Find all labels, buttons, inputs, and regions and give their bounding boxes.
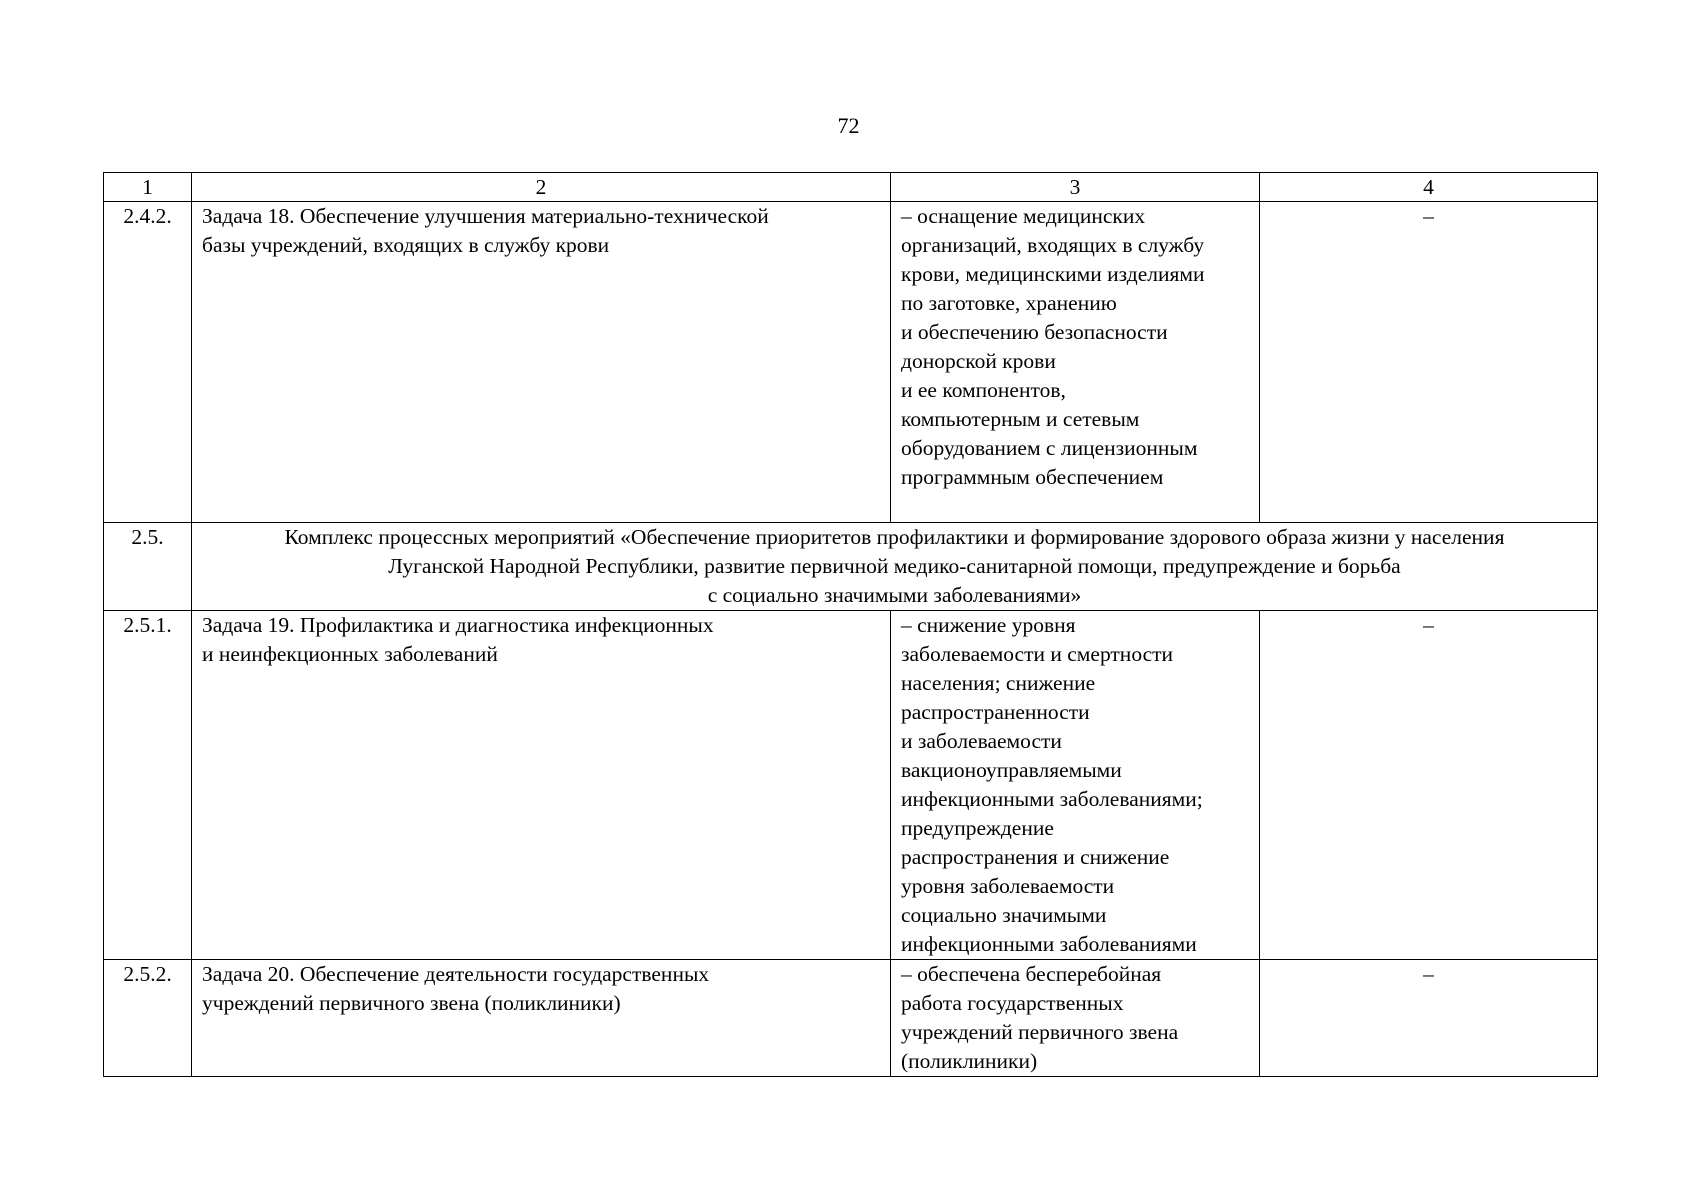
result-line: организаций, входящих в службу [901, 233, 1205, 257]
task-line: Задача 19. Профилактика и диагностика инфекционных [202, 613, 714, 637]
col4-cell: – [1260, 960, 1598, 1077]
result-line: и заболеваемости [901, 729, 1062, 753]
page-number: 72 [837, 113, 860, 138]
result-cell [891, 611, 1260, 960]
result-line: распространения и снижение [901, 845, 1170, 869]
task-cell [192, 202, 891, 523]
table-row [104, 202, 1598, 523]
result-line: и ее компонентов, [901, 378, 1066, 402]
result-line: донорской крови [901, 349, 1056, 373]
section-title-line: Луганской Народной Республики, развитие первичной медико-санитарной помощи, предупреждение и борьба [388, 554, 1401, 578]
table-header-row [104, 173, 1598, 202]
result-line: инфекционными заболеваниями [901, 932, 1197, 956]
task-line: учреждений первичного звена (поликлиники) [202, 991, 621, 1015]
result-cell [891, 202, 1260, 523]
row-number: 2.4.2. [104, 202, 192, 523]
table-row [104, 611, 1598, 960]
task-line: базы учреждений, входящих в службу крови [202, 233, 610, 257]
task-cell [192, 611, 891, 960]
row-number: 2.5.1. [104, 611, 192, 960]
column-header-4: 4 [1260, 173, 1598, 202]
section-title-line: с социально значимыми заболеваниями» [707, 583, 1082, 607]
col4-cell: – [1260, 611, 1598, 960]
result-line: социально значимыми [901, 903, 1107, 927]
result-line: по заготовке, хранению [901, 291, 1117, 315]
result-line: – оснащение медицинских [901, 204, 1146, 228]
result-line: уровня заболеваемости [901, 874, 1115, 898]
result-line: учреждений первичного звена [901, 1020, 1179, 1044]
column-header-3: 3 [891, 173, 1260, 202]
result-line: вакционоуправляемыми [901, 758, 1122, 782]
result-line: работа государственных [901, 991, 1124, 1015]
column-header-2: 2 [192, 173, 891, 202]
result-line: населения; снижение [901, 671, 1096, 695]
section-row [104, 523, 1598, 611]
result-cell [891, 960, 1260, 1077]
result-line: оборудованием с лицензионным [901, 436, 1198, 460]
row-number: 2.5.2. [104, 960, 192, 1077]
result-line: компьютерным и сетевым [901, 407, 1140, 431]
task-line: и неинфекционных заболеваний [202, 642, 498, 666]
task-line: Задача 20. Обеспечение деятельности государственных [202, 962, 710, 986]
result-line: предупреждение [901, 816, 1054, 840]
result-line: (поликлиники) [901, 1049, 1038, 1073]
result-line: крови, медицинскими изделиями [901, 262, 1205, 286]
task-line: Задача 18. Обеспечение улучшения материально-технической [202, 204, 769, 228]
result-line: – обеспечена бесперебойная [901, 962, 1162, 986]
task-cell [192, 960, 891, 1077]
col4-cell: – [1260, 202, 1598, 523]
result-line: инфекционными заболеваниями; [901, 787, 1203, 811]
column-header-1: 1 [104, 173, 192, 202]
result-line: заболеваемости и смертности [901, 642, 1174, 666]
result-line: распространенности [901, 700, 1090, 724]
section-title-cell [192, 523, 1598, 611]
row-number: 2.5. [104, 523, 192, 611]
result-line: и обеспечению безопасности [901, 320, 1168, 344]
section-title-line: Комплекс процессных мероприятий «Обеспечение приоритетов профилактики и формирование здорового образа жизни у населения [284, 525, 1505, 549]
result-line: – снижение уровня [901, 613, 1076, 637]
result-line: программным обеспечением [901, 465, 1164, 489]
table-row [104, 960, 1598, 1077]
measures-table [103, 172, 1598, 1077]
